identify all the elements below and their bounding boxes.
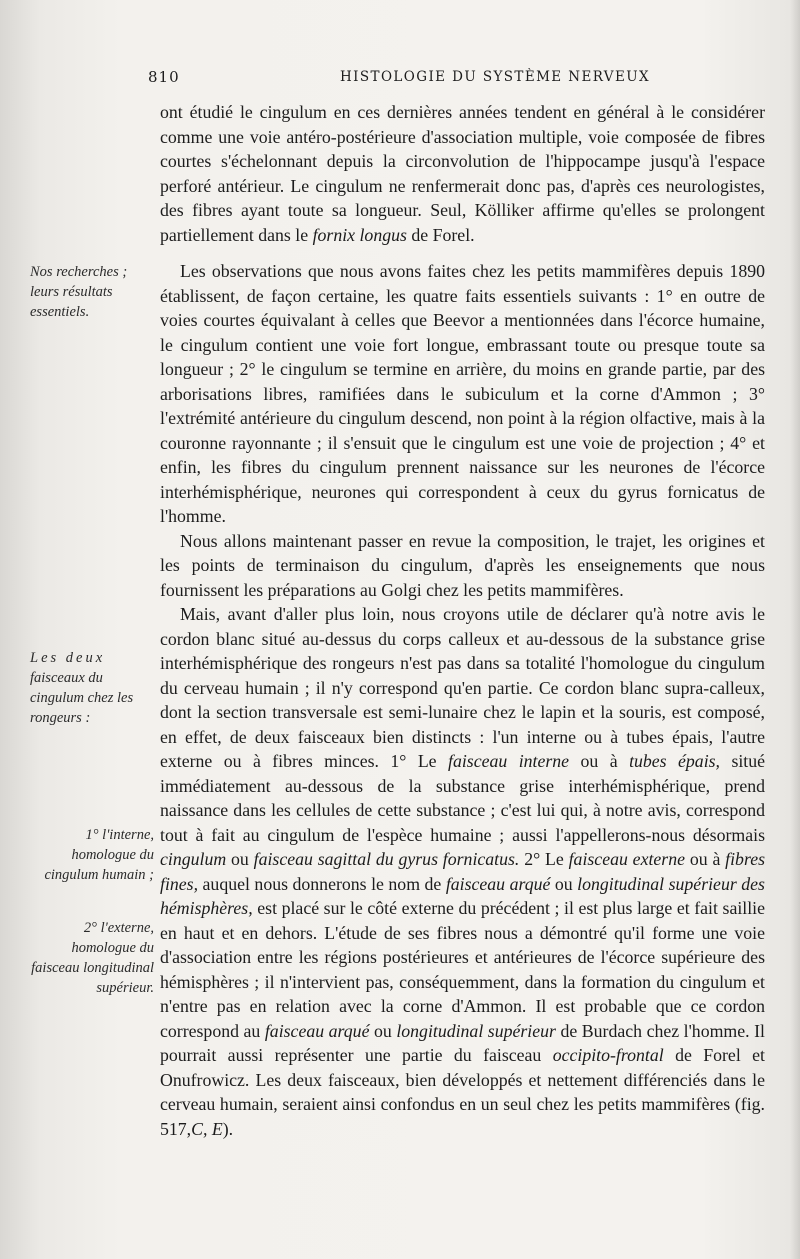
italic-term: fibres fines, [160,849,766,894]
paragraph-text: ont étudié le cingulum en ces dernières années tendent en général à le considérer comme une voie antéro-postérieure d'association multiple, voie composée de fibres courtes s'échelonnant depuis la circonvolution de l'hippocampe jusqu'à l'espace perforé antérieur. Le cingulum ne renfermerait donc pas, d'après ces neurologistes, des fibres ayant toute sa longueur. Seul, Kölliker affirme qu'elles se prolongent partiellement dans le [160,102,765,245]
paragraph-text: Mais, avant d'aller plus loin, nous croyons utile de déclarer qu'à notre avis le cordon blanc situé au-dessus du corps calleux et au-dessous de la substance grise interhémisphérique des rongeurs n'est pas dans sa totalité l'homologue du cingulum du cerveau humain ; il n'y correspond qu'en partie. Ce cordon blanc supra-calleux, dont la section transversale est semi-lunaire chez le lapin et la souris, est composé, en effet, de deux faisceaux bien distincts : l'un interne ou à tubes épais, l'autre externe ou à fibres minces. 1° Le [160,604,765,771]
margin-note-two-bundles [30,648,154,728]
main-text [160,100,765,1141]
paragraph-text: auquel nous donnerons le nom de [202,873,442,894]
italic-term: longitudinal supérieur [396,1020,556,1041]
margin-note-results: Nos recherches ; leurs résultats essentiels. [30,264,128,320]
paragraph-text: de Burdach chez l'homme. Il pourrait aussi représenter une partie du faisceau [160,1020,765,1065]
italic-term: occipito-frontal [552,1045,664,1065]
paragraph-text: ou [554,873,573,894]
paragraph-text: ou [231,849,249,869]
paragraph-continuation [160,100,765,247]
margin-note-two-bundles-rest: faisceaux du cingulum chez les rongeurs : [30,670,134,726]
italic-term: cingulum [160,849,227,869]
italic-term: tubes épais, [629,751,720,771]
paragraph-text: ou [374,1020,392,1041]
italic-term: faisceau sagittal du gyrus fornicatus. [253,849,520,869]
paragraph-text: situé immédiatement au-dessous de la substance grise interhémisphérique, prend naissance dans les cellules de cette substance ; c'est lui qui, à notre avis, correspond tout à fait au cingulum de l'espèce humaine ; aussi l'appellerons-nous désormais [160,751,766,845]
paragraph-text: est placé sur le côté externe du précédent ; il est plus large et fait saillie en haut et en dehors. L'étude de ses fibres nous a démontré qu'il forme une voie d'association entre les régions postérieures et antérieures de l'écorce supérieure des hémisphères ; il n'intervient pas, conséquemment, dans la formation du cingulum et n'entre pas en relation avec la corne d'Ammon. Il est probable que ce cordon correspond au [160,898,765,1041]
paragraph-text: de Forel. [411,224,475,245]
italic-term: fornix longus [312,224,407,245]
margin-note-external: 2° l'externe, homologue du faisceau longitudinal supérieur. [31,920,154,996]
running-title: HISTOLOGIE DU SYSTÈME NERVEUX [340,69,650,85]
paragraph-bundles [160,602,765,1141]
margin-note-two-bundles-lead: Les deux [30,650,106,666]
paragraph-text: ou à [580,751,618,771]
italic-term: faisceau arqué [264,1020,370,1041]
paragraph-observations: Les observations que nous avons faites chez les petits mammifères depuis 1890 établissent, de façon certaine, les quatre faits essentiels suivants : 1° en outre de voies courtes équivalant à celles que Beevor a mentionnées dans l'écorce humaine, le cingulum contient une voie fort longue, embrassant toute ou presque toute sa longueur ; 2° le cingulum se termine en arrière, du moins en grande partie, par des arborisations libres, ramifiées dans le subiculum et la corne d'Ammon ; 3° l'extrémité antérieure du cingulum descend, non point à la région olfactive, mais à la couronne rayonnante ; il s'ensuit que le cingulum est une voie de projection ; 4° et enfin, les fibres du cingulum prennent naissance sur les neurones de l'écorce interhémisphérique, neurones qui correspondent à ceux du gyrus fornicatus de l'homme. [160,261,765,526]
italic-term: longitudinal supérieur des hémisphères, [160,873,765,918]
paragraph-text: 2° Le [524,849,564,869]
paragraph-text: ou à [689,849,721,869]
page-header [0,68,800,88]
paragraph-review: Nous allons maintenant passer en revue la composition, le trajet, les origines et les points de terminaison du cingulum, d'après les enseignements que nous fournissent les préparations au Golgi chez les petits mammifères. [160,530,765,600]
italic-term: faisceau externe [568,849,686,869]
italic-term: C, E [191,1118,223,1139]
page-number: 810 [148,68,180,86]
italic-term: faisceau interne [448,751,570,771]
italic-term: faisceau arqué [445,873,551,894]
margin-note-internal: 1° l'interne, homologue du cingulum humain ; [44,827,154,883]
paragraph-text: ). [222,1118,234,1139]
paragraph-text: de Forel et Onufrowicz. Les deux faisceaux, bien développés et nettement différenciés dans le cerveau humain, seraient ainsi confondus en un seul chez les petits mammifères (fig. 517, [160,1045,765,1139]
